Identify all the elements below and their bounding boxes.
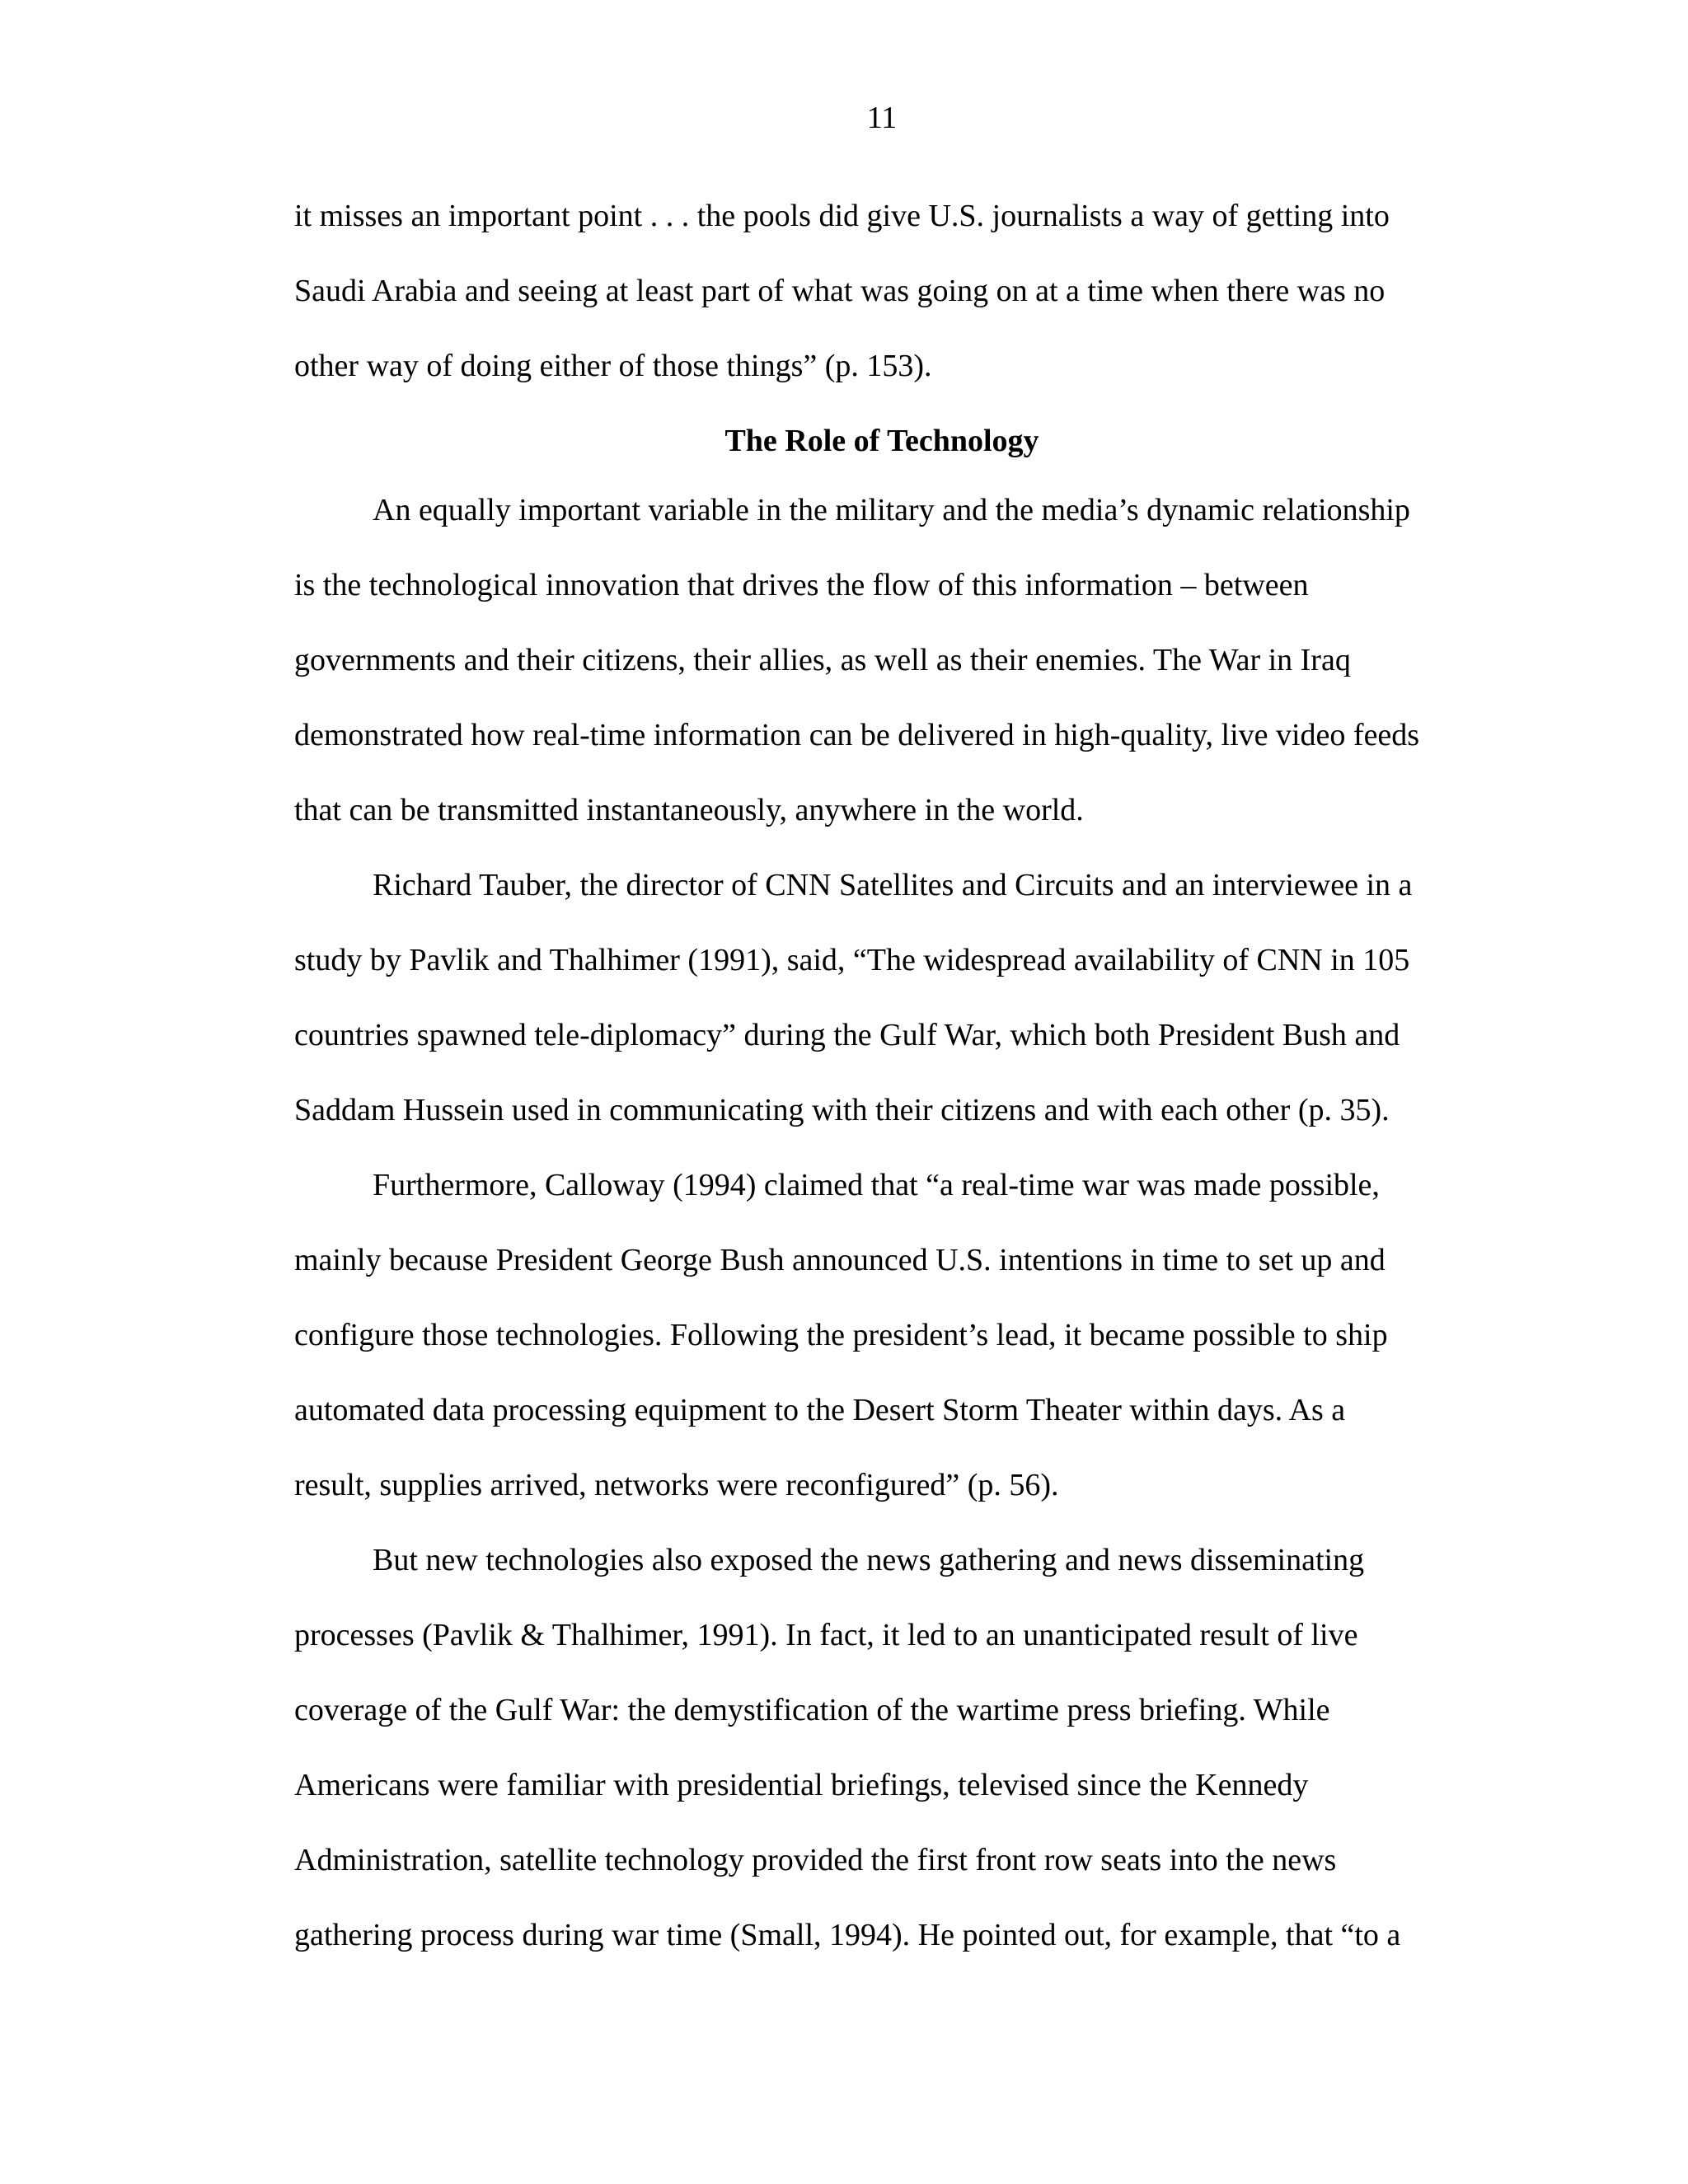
body-line: coverage of the Gulf War: the demystification of the wartime press briefing. While — [294, 1693, 1330, 1727]
body-line: But new technologies also exposed the news gathering and news disseminating — [373, 1543, 1365, 1577]
body-line: countries spawned tele-diplomacy” during the Gulf War, which both President Bush and — [294, 1018, 1400, 1052]
body-line: Americans were familiar with presidential briefings, televised since the Kennedy — [294, 1768, 1309, 1802]
body-line: processes (Pavlik & Thalhimer, 1991). In fact, it led to an unanticipated result of live — [294, 1618, 1358, 1652]
body-line: mainly because President George Bush announced U.S. intentions in time to set up and — [294, 1243, 1386, 1277]
body-line: Furthermore, Calloway (1994) claimed that “a real-time war was made possible, — [373, 1168, 1380, 1202]
body-line: Saddam Hussein used in communicating with their citizens and with each other (p. 35). — [294, 1093, 1390, 1127]
body-line: study by Pavlik and Thalhimer (1991), said, “The widespread availability of CNN in 105 — [294, 943, 1410, 977]
body-line: is the technological innovation that drives the flow of this information – between — [294, 568, 1309, 602]
body-line: gathering process during war time (Small, 1994). He pointed out, for example, that “to a — [294, 1918, 1401, 1952]
body-line: Richard Tauber, the director of CNN Satellites and Circuits and an interviewee in a — [373, 868, 1413, 902]
body-line: Saudi Arabia and seeing at least part of what was going on at a time when there was no — [294, 274, 1386, 308]
body-line: result, supplies arrived, networks were reconfigured” (p. 56). — [294, 1468, 1059, 1502]
body-line: governments and their citizens, their allies, as well as their enemies. The War in Iraq — [294, 643, 1351, 677]
body-line: it misses an important point . . . the pools did give U.S. journalists a way of getting into — [294, 199, 1390, 233]
body-line: automated data processing equipment to the Desert Storm Theater within days. As a — [294, 1393, 1346, 1427]
body-line: that can be transmitted instantaneously, anywhere in the world. — [294, 793, 1084, 827]
body-line: Administration, satellite technology provided the first front row seats into the news — [294, 1843, 1337, 1877]
body-line: An equally important variable in the military and the media’s dynamic relationship — [373, 493, 1410, 527]
page-number: 11 — [866, 101, 898, 135]
section-heading: The Role of Technology — [724, 424, 1039, 458]
body-line: demonstrated how real-time information can be delivered in high-quality, live video feeds — [294, 718, 1420, 752]
body-line: configure those technologies. Following the president’s lead, it became possible to ship — [294, 1318, 1388, 1352]
body-line: other way of doing either of those things” (p. 153). — [294, 349, 932, 383]
